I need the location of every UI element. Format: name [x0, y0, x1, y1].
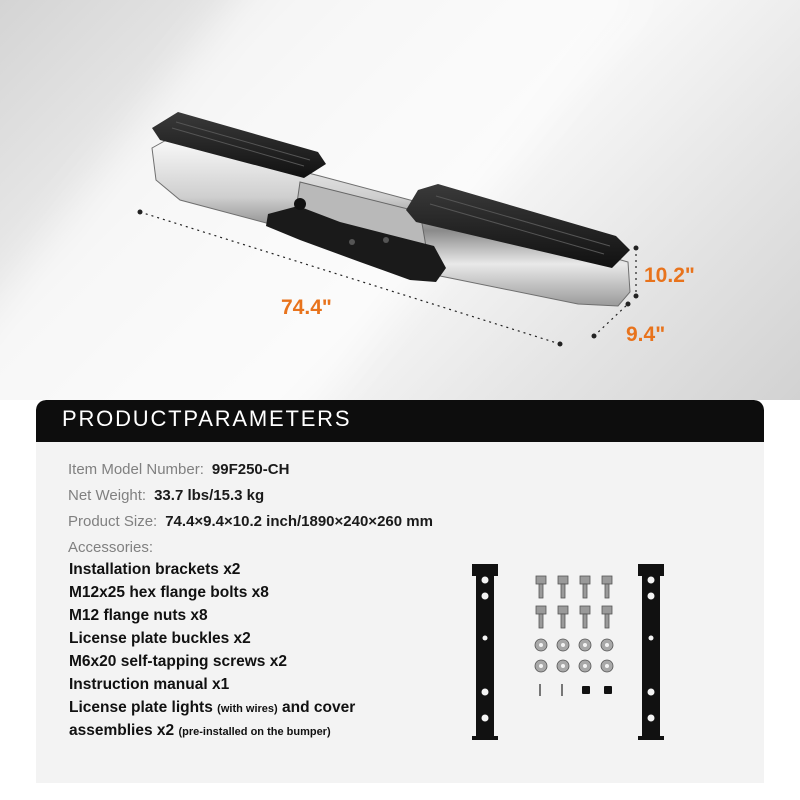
accessory-lights-main: License plate lights: [69, 699, 213, 716]
accessory-item: M12x25 hex flange bolts x8: [69, 584, 269, 601]
right-bracket: [638, 564, 664, 740]
accessory-assemblies-note: (pre-installed on the bumper): [178, 726, 331, 738]
depth-dimension-label: 9.4": [626, 323, 666, 346]
param-label: Item Model Number:: [68, 461, 204, 478]
param-value: 74.4×9.4×10.2 inch/1890×240×260 mm: [165, 513, 433, 530]
screws-and-buckles: [539, 684, 612, 696]
left-bracket: [472, 564, 498, 740]
accessory-item: M6x20 self-tapping screws x2: [69, 653, 287, 670]
param-label: Product Size:: [68, 513, 158, 530]
param-value: 99F250-CH: [211, 461, 290, 478]
accessory-item: License plate buckles x2: [69, 630, 251, 647]
hitch-bolt: [294, 198, 306, 210]
plate-light-right: [383, 237, 389, 243]
param-label: Net Weight:: [68, 487, 147, 504]
plate-light-left: [349, 239, 355, 245]
accessory-item: M12 flange nuts x8: [69, 607, 208, 624]
flange-nuts: [535, 639, 613, 672]
product-parameters-panel: [36, 400, 764, 783]
hex-flange-bolts: [536, 576, 612, 628]
depth-dimension-line: [594, 304, 628, 336]
accessory-item: Instruction manual x1: [69, 676, 230, 693]
accessory-assemblies-main: assemblies x2: [69, 722, 175, 739]
accessory-lights-rest: and cover: [282, 699, 356, 716]
hardware-illustration: [36, 400, 764, 783]
accessory-item: Installation brackets x2: [69, 561, 241, 578]
height-dimension-label: 10.2": [644, 264, 695, 287]
parameters-heading: PRODUCTPARAMETERS: [62, 406, 352, 431]
length-dimension-label: 74.4": [281, 296, 332, 319]
param-value: 33.7 lbs/15.3 kg: [154, 487, 265, 504]
accessory-lights-note: (with wires): [217, 703, 278, 715]
accessories-label: Accessories:: [68, 539, 154, 556]
